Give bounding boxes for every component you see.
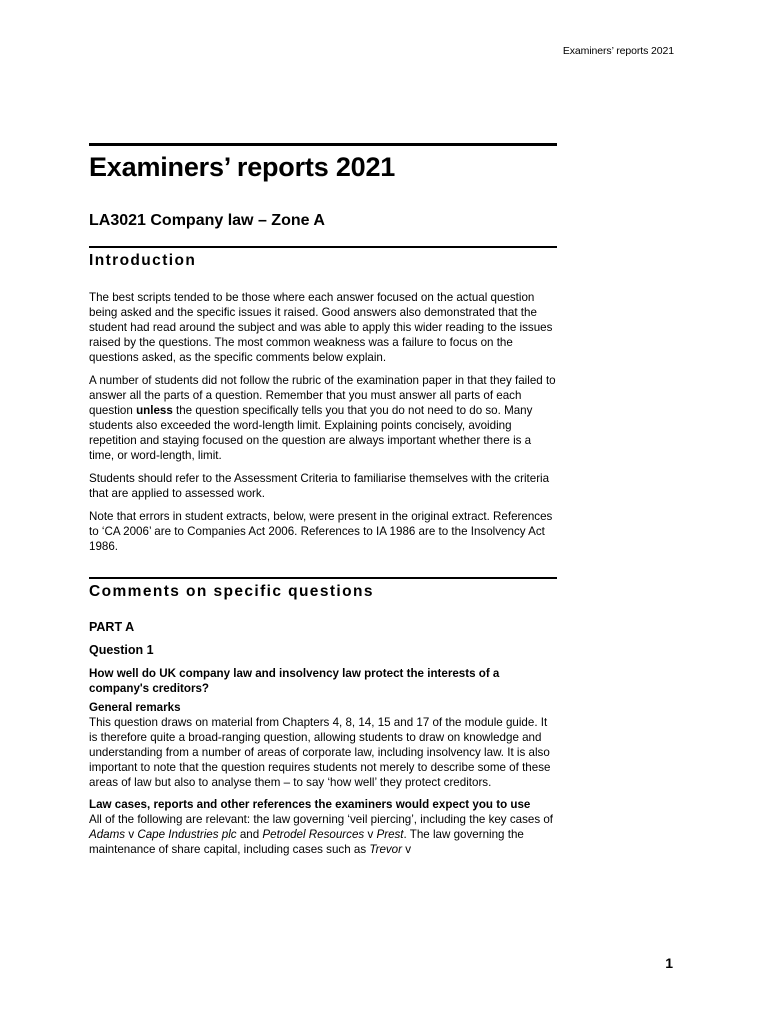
introduction-heading: Introduction xyxy=(89,252,197,269)
case-name: Prest xyxy=(376,828,404,841)
case-name: Trevor xyxy=(369,843,402,856)
comments-heading: Comments on specific questions xyxy=(89,583,374,600)
question-text: How well do UK company law and insolvency law protect the interests of a company's creditors? xyxy=(89,667,500,695)
page-number: 1 xyxy=(665,955,673,971)
report-body xyxy=(89,143,557,857)
law-cases-text: All of the following are relevant: the law governing ‘veil piercing’, including the key cases of Adams v Cape Industries plc and Petrodel Resources v Prest. The law governing the maintenance of share capital, including cases such as Trevor v xyxy=(89,813,554,856)
introduction-paragraph-1: The best scripts tended to be those where each answer focused on the actual question being asked and the specific issues it raised. Good answers also demonstrated that the student had read around the subject and was able to apply this wider reading to the issues raised by the questions. The most common weakness was a failure to focus on the questions asked, as the specific comments below explain. xyxy=(89,291,553,364)
running-header: Examiners’ reports 2021 xyxy=(562,45,674,57)
part-label: PART A xyxy=(89,620,135,634)
emphasis-unless: unless xyxy=(136,404,173,417)
case-name: Petrodel Resources xyxy=(262,828,365,841)
introduction-paragraph-2: A number of students did not follow the rubric of the examination paper in that they failed to answer all the parts of a question. Remember that you must answer all parts of each question unless the question specifically tells you that you do not need to do so. Many students also exceeded the word-length limit. Explaining points concisely, avoiding repetition and staying focused on the question are always important whether there is a time, or word-length, limit. xyxy=(89,374,556,462)
general-remarks-text: This question draws on material from Chapters 4, 8, 14, 15 and 17 of the module guide. It is therefore quite a broad-ranging question, allowing students to draw on knowledge and understanding from a number of areas of corporate law, including insolvency law. It is also important to note that the question requires students not merely to describe some of these areas of law but also to analyse them – to say ‘how well’ they protect creditors. xyxy=(89,716,551,789)
general-remarks-heading: General remarks xyxy=(89,701,181,714)
introduction-rule xyxy=(89,246,557,248)
page-title: Examiners’ reports 2021 xyxy=(89,152,396,182)
case-name: Adams xyxy=(89,828,126,841)
question-label: Question 1 xyxy=(89,643,154,657)
introduction-paragraph-3: Students should refer to the Assessment Criteria to familiarise themselves with the criteria that are applied to assessed work. xyxy=(89,472,550,500)
title-rule xyxy=(89,143,557,146)
comments-rule xyxy=(89,577,557,579)
introduction-paragraph-4: Note that errors in student extracts, below, were present in the original extract. References to ‘CA 2006’ are to Companies Act 2006. References to IA 1986 are to the Insolvency Act 1986. xyxy=(89,510,553,553)
law-cases-heading: Law cases, reports and other references the examiners would expect you to use xyxy=(89,798,531,811)
page-subtitle: LA3021 Company law – Zone A xyxy=(89,212,325,229)
case-name: Cape Industries plc xyxy=(137,828,237,841)
